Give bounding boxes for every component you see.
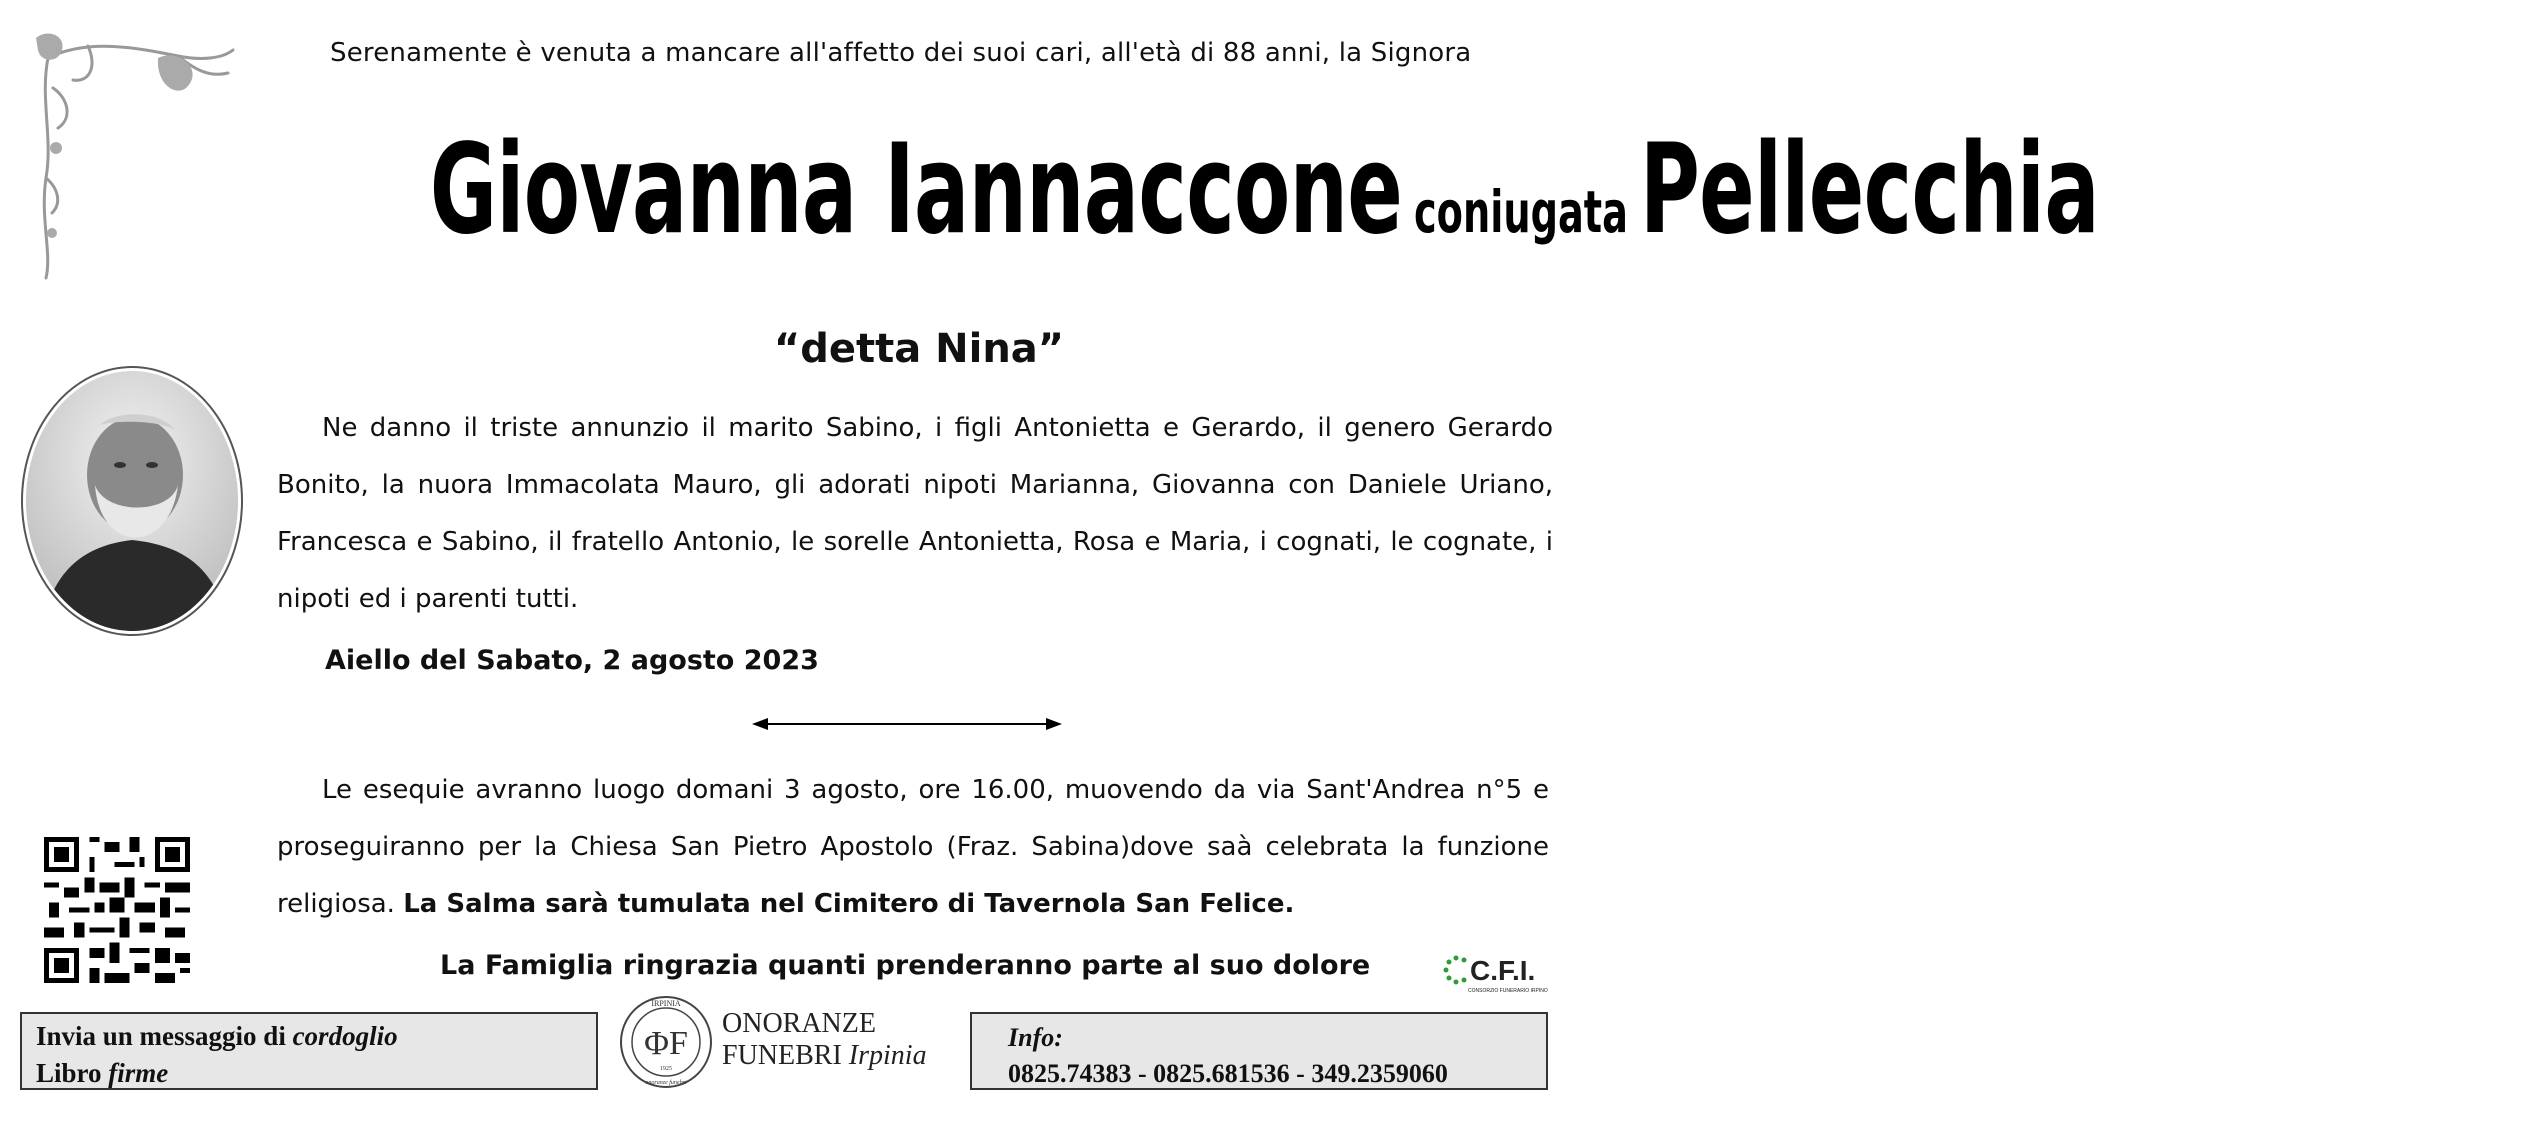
company-line2-prefix: FUNEBRI [722,1040,842,1071]
deceased-nickname: “detta Nina” [773,326,1065,372]
info-label: Info: [1008,1023,1063,1052]
seal-year: 1925 [660,1066,672,1072]
funeral-text [277,762,1549,933]
condolence-italic: cordoglio [292,1021,398,1051]
cfi-logo-text: C.F.I. [1470,955,1536,986]
place-date: Aiello del Sabato, 2 agosto 2023 [325,645,819,676]
double-arrow-divider [752,714,1062,734]
condolence-link[interactable] [36,1018,582,1055]
deceased-married-name: Pellecchia [1639,118,2099,262]
condolence-box[interactable] [20,1012,598,1090]
condolence-prefix: Invia un messaggio di [36,1021,286,1051]
seal-monogram: ΦF [644,1025,688,1062]
guestbook-link[interactable] [36,1055,582,1092]
cfi-logo-subtitle: CONSORZIO FUNERARIO IRPINO [1468,988,1548,994]
deceased-name [0,118,2099,262]
company-line2-italic: Irpinia [848,1040,927,1071]
info-box [970,1012,1548,1090]
deceased-first-name: Giovanna Iannaccone [429,118,1403,262]
seal-bottom-text: onoranze funebri [645,1080,687,1086]
seal-top-text: IRPINIA [651,999,681,1008]
deceased-conjunction: coniugata [1413,178,1628,246]
company-name [722,1008,927,1072]
portrait-photo [20,365,244,637]
info-phones[interactable]: 0825.74383 - 0825.681536 - 349.2359060 [1008,1059,1448,1088]
company-line2 [722,1040,927,1072]
guestbook-italic: firme [108,1058,169,1088]
announcement-text: Ne danno il triste annunzio il marito Sabino, i figli Antonietta e Gerardo, il genero Gerardo Bonito, la nuora Immacolata Mauro, gli adorati nipoti Marianna, Giovanna con Daniele Uriano, Francesca e Sabino, il fratello Antonio, le sorelle Antonietta, Rosa e Maria, i cognati, le cognate, i nipoti ed i parenti tutti. [277,413,1553,614]
family-thanks: La Famiglia ringrazia quanti prenderanno parte al suo dolore [440,950,1371,981]
guestbook-prefix: Libro [36,1058,102,1088]
cfi-logo [1442,950,1548,996]
company-line1: ONORANZE [722,1008,876,1039]
burial-details: La Salma sarà tumulata nel Cimitero di Tavernola San Felice. [403,889,1295,919]
company-seal-logo [618,994,714,1090]
qr-code[interactable] [44,837,190,983]
intro-text: Serenamente è venuta a mancare all'affetto dei suoi cari, all'età di 88 anni, la Signora [330,38,1472,68]
funeral-details: Le esequie avranno luogo domani 3 agosto, ore 16.00, muovendo da via Sant'Andrea n°5 e proseguiranno per la Chiesa San Pietro Apostolo (Fraz. Sabina)dove saà celebrata la funzione religiosa. [277,775,1549,919]
